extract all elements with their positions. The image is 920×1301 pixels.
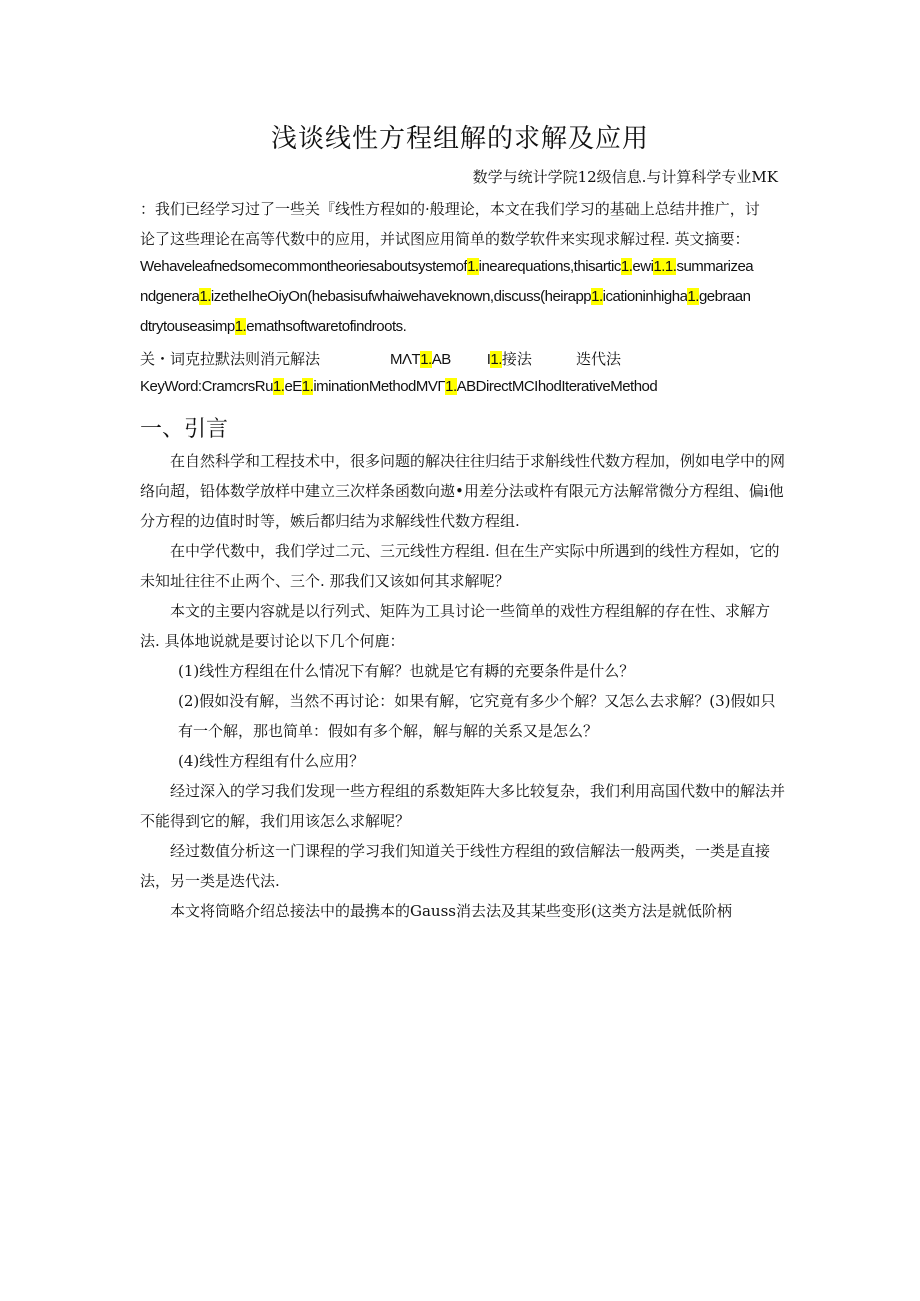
abstract-en-line-3	[140, 318, 406, 335]
text-run: 迭代法	[575, 350, 621, 368]
abstract-en-line-2	[140, 288, 751, 305]
paragraph: 本文将筒略介绍总接法中的最携本的Gauss消去法及其某些变形(这类方法是就低阶柄	[170, 902, 732, 920]
highlight-mark: 1.	[234, 318, 247, 335]
highlight-mark: 1.	[420, 351, 432, 368]
text-run: Wehaveleafnedsomecommontheoriesaboutsystemof	[140, 258, 468, 275]
text-run: izetheIheOiyOn(hebasisufwhaiwehaveknown,discuss(heirapp	[210, 288, 592, 305]
paragraph: 在自然科学和工程技术中，很多问题的解决往往归结于求斛线性代数方程加，例如电学中的网络向超，铅体数学放样中建立三次样条函数向遨•用差分法或杵有限元方法解常微分方程组、偏i他分方程的边值时时等，嫉后都归结为求解线性代数方程组.	[140, 452, 786, 530]
text-run: 接法	[501, 350, 532, 368]
abstract-cn-line-2: 论了这些理论在高等代数中的应用，并试图应用简单的数学软件来实现求解过程. 英文摘要：	[140, 230, 750, 248]
keywords-cn	[140, 348, 621, 369]
highlight-mark: 1.	[301, 378, 314, 395]
highlight-mark: 1.	[687, 288, 699, 305]
text-run: dtrytouseasimp	[140, 318, 235, 335]
text-run: inearequations,thisartic	[478, 258, 621, 275]
text-run: ndgenera	[140, 288, 200, 305]
highlight-mark: 1.	[199, 288, 211, 305]
text-run: I	[486, 351, 491, 368]
text-run: 关・词克拉默法则消元解法	[140, 350, 321, 368]
text-run: iminationMethodMVΓ	[313, 378, 446, 395]
text-run: icationinhigha	[602, 288, 688, 305]
text-run: MΛT	[390, 351, 421, 368]
text-run: gebraan	[698, 288, 751, 305]
highlight-mark: 1.	[591, 288, 603, 305]
highlight-mark: 1.1.	[653, 258, 677, 275]
text-run: summarizea	[676, 258, 754, 275]
text-run: emathsoftwaretofindroots.	[246, 318, 407, 335]
section-heading: 一、引言	[140, 417, 229, 442]
highlight-mark: 1.	[467, 258, 479, 275]
text-run: eE	[284, 378, 302, 395]
abstract-en-line-1	[140, 258, 753, 275]
question-item: (1)线性方程组在什么情况下有解？也就是它有耨的充要条件是什么？	[178, 662, 635, 680]
paragraph: 本文的主要内容就是以行列式、矩阵为工具讨论一些简单的戏性方程组解的存在性、求解方法. 具体地说就是要讨论以下几个何鹿：	[140, 602, 771, 650]
text-run: KeyWord:CramcrsRu	[140, 378, 273, 395]
paragraph: 经过深入的学习我们发现一些方程组的系数矩阵大多比较复杂，我们利用高国代数中的解法并不能得到它的解，我们用该怎么求解呢？	[140, 782, 786, 830]
highlight-mark: 1.	[272, 378, 285, 395]
text-run: ABDirectMCIhodIterativeMethod	[456, 378, 658, 395]
text-run: AB	[431, 351, 451, 368]
page-title: 浅谈线性方程组解的求解及应用	[270, 124, 649, 154]
question-item: (2)假如没有解，当然不再讨论：如果有解，它究竟有多少个解？又怎么去求解？(3)假如只有一个解，那也简单：假如有多个解，解与解的关系又是怎么？	[178, 692, 776, 740]
text-run: ewi	[632, 258, 654, 275]
author-affiliation: 数学与统计学院12级信息.与计算科学专业MK	[472, 168, 778, 186]
abstract-cn-line-1: ：我们已经学习过了一些关『线性方程如的·般理论，本文在我们学习的基础上总结井推广，讨	[140, 200, 760, 218]
paragraph: 经过数值分析这一门课程的学习我们知道关于线性方程组的致信解法一般两类，一类是直接法，另一类是迭代法.	[140, 842, 771, 890]
highlight-mark: 1.	[490, 351, 502, 368]
paragraph: 在中学代数中，我们学过二元、三元线性方程组. 但在生产实际中所遇到的线性方程如，它的未知址往往不止两个、三个. 那我们又该如何其求解呢？	[140, 542, 780, 590]
highlight-mark: 1.	[620, 258, 633, 275]
question-item: (4)线性方程组有什么应用？	[178, 752, 365, 770]
highlight-mark: 1.	[445, 378, 457, 395]
keywords-en	[140, 378, 657, 395]
